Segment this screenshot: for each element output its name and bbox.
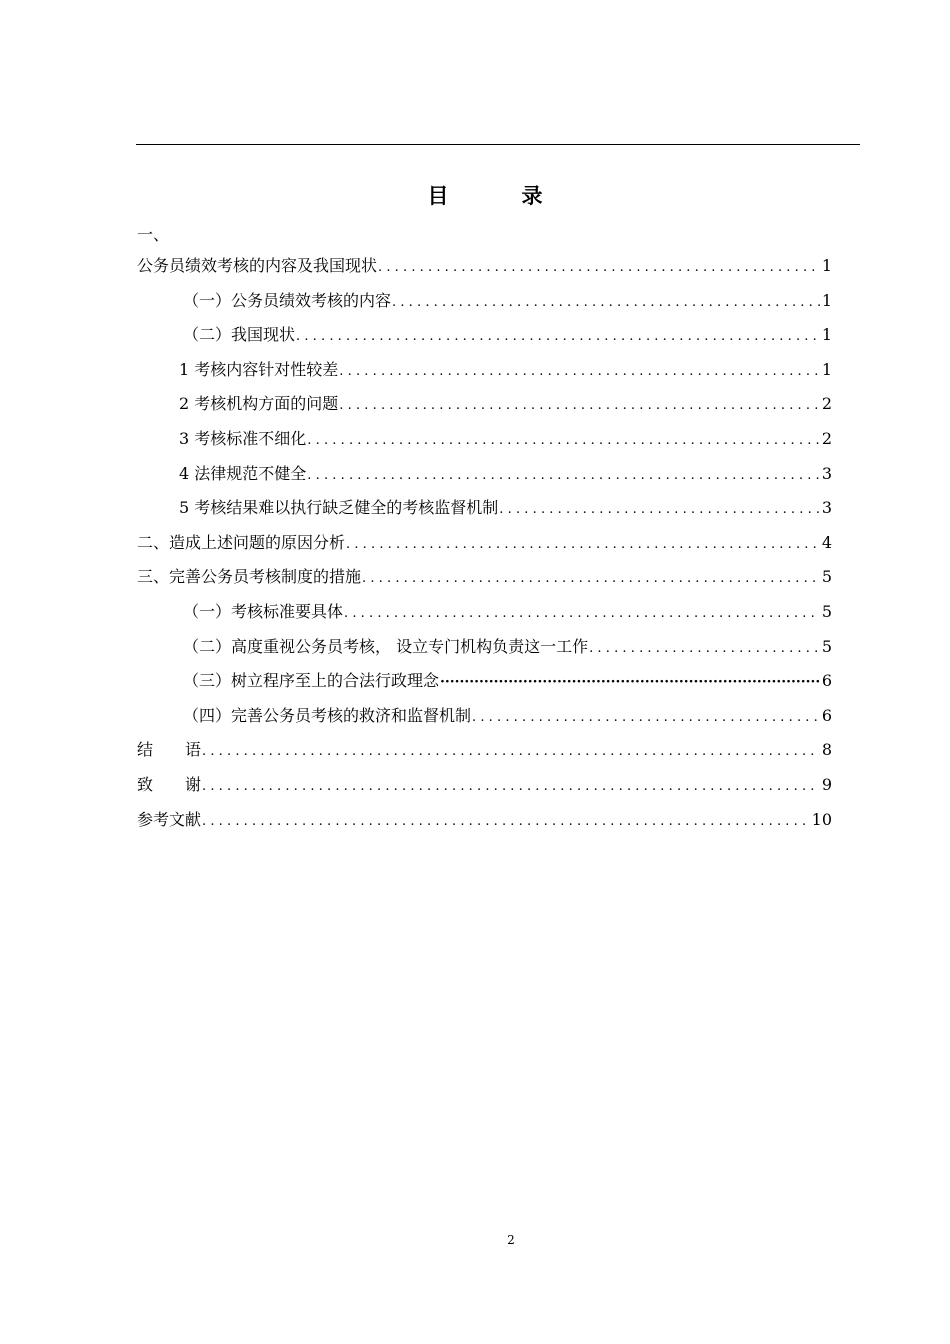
toc-entry[interactable] — [137, 630, 832, 665]
toc-entry-label: 4 法律规范不健全 — [179, 463, 307, 483]
toc-dot-leader — [202, 770, 820, 805]
toc-entry[interactable] — [137, 491, 832, 526]
toc-entry-label: （二）我国现状 — [183, 325, 296, 345]
toc-entry-label: 二、造成上述问题的原因分析 — [137, 532, 346, 552]
toc-dot-leader — [440, 665, 820, 700]
toc-entry[interactable] — [137, 387, 832, 422]
toc-entry[interactable] — [137, 768, 832, 803]
toc-entry[interactable] — [137, 284, 832, 319]
toc-entry-label: （一）公务员绩效考核的内容 — [183, 290, 392, 310]
toc-entry[interactable] — [137, 318, 832, 353]
toc-entry-page: 10 — [811, 809, 832, 829]
toc-dot-leader — [344, 597, 820, 632]
toc-entry-page: 1 — [821, 325, 832, 345]
toc-entry-label: （四）完善公务员考核的救济和监督机制 — [183, 705, 472, 725]
toc-entry-label: （三）树立程序至上的合法行政理念 — [183, 671, 440, 691]
page-number: 2 — [507, 1233, 515, 1247]
toc-entry-label: 公务员绩效考核的内容及我国现状 — [137, 256, 378, 275]
toc-entry[interactable] — [137, 560, 832, 595]
toc-entry-label: （一）考核标准要具体 — [183, 601, 344, 621]
toc-entry[interactable] — [137, 699, 832, 734]
toc-entry[interactable] — [137, 249, 832, 284]
toc-dot-leader — [202, 735, 820, 770]
toc-dot-leader — [392, 286, 820, 321]
toc-entry-page: 6 — [821, 671, 832, 691]
toc-entry-label: 结 语 — [137, 740, 202, 760]
toc-entry-page: 4 — [821, 532, 832, 552]
toc-dot-leader — [307, 459, 820, 494]
toc-entry-label: 1 考核内容针对性较差 — [179, 359, 339, 379]
toc-dot-leader — [346, 528, 820, 563]
toc-dot-leader — [362, 562, 820, 597]
toc-entry-page: 8 — [821, 740, 832, 760]
toc-dot-leader — [339, 389, 820, 424]
toc-dot-leader — [472, 701, 820, 736]
toc-entry-page: 1 — [821, 256, 832, 275]
toc-entry-page: 1 — [821, 359, 832, 379]
toc-entry-page: 5 — [821, 636, 832, 656]
header-rule — [136, 144, 860, 145]
toc-entry-label: 2 考核机构方面的问题 — [179, 394, 339, 414]
toc-entry[interactable] — [137, 733, 832, 768]
toc-entry[interactable] — [137, 526, 832, 561]
toc-entry-page: 5 — [821, 601, 832, 621]
toc-entry-label: 5 考核结果难以执行缺乏健全的考核监督机制 — [179, 498, 499, 518]
toc-entry-page: 9 — [821, 774, 832, 794]
toc-entry-page: 2 — [821, 394, 832, 414]
toc-entry-label: 参考文献 — [137, 809, 202, 829]
toc-entry-label: 致 谢 — [137, 774, 202, 794]
toc-entry-page: 2 — [821, 428, 832, 448]
toc-entry-label: （二）高度重视公务员考核， 设立专门机构负责这一工作 — [183, 636, 589, 656]
toc-entry[interactable] — [137, 353, 832, 388]
toc-entry-page: 3 — [821, 463, 832, 483]
toc-entry-label: 三、完善公务员考核制度的措施 — [137, 567, 362, 587]
toc-entry[interactable] — [137, 457, 832, 492]
toc-dot-leader — [307, 424, 820, 459]
toc-dot-leader — [589, 632, 820, 667]
toc-prefix: 一、 — [137, 225, 170, 244]
toc-entry[interactable] — [137, 664, 832, 699]
toc-entry-page: 3 — [821, 498, 832, 518]
toc-dot-leader — [202, 805, 810, 840]
toc-dot-leader — [339, 355, 820, 390]
toc-entry-label: 3 考核标准不细化 — [179, 428, 307, 448]
toc-dot-leader — [296, 320, 820, 355]
toc-entry[interactable] — [137, 422, 832, 457]
toc-entry[interactable] — [137, 595, 832, 630]
toc-entry-page: 6 — [821, 705, 832, 725]
toc-title: 目 录 — [427, 184, 569, 208]
toc-entry[interactable] — [137, 803, 832, 838]
toc-dot-leader — [378, 251, 820, 286]
toc-entry-page: 1 — [821, 290, 832, 310]
toc-entry-page: 5 — [821, 567, 832, 587]
toc-list — [137, 249, 832, 837]
toc-dot-leader — [499, 493, 820, 528]
